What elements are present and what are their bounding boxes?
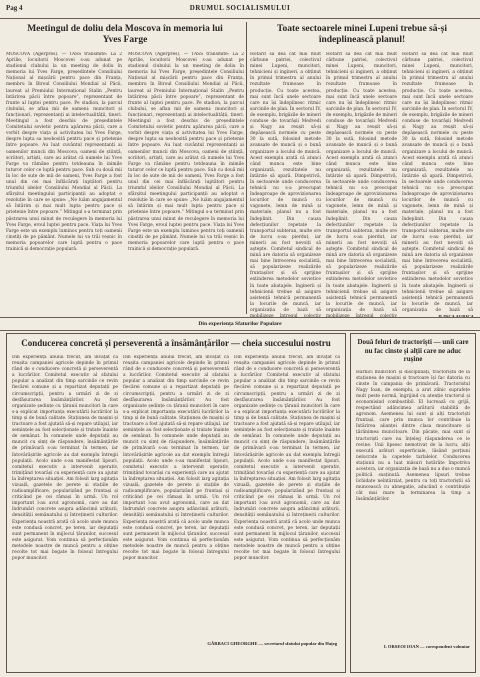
article-body-col2: Hotărît să dea cât mai mult cărbune patriei, colectivul minei Lupeni, muncitori, tehnicieni și ingineri, a obținut în primul trimestru al anului rezultate frumoase în producție. Cu toate acestea, mai sunt încă unele sectoare care nu își îndeplinesc ritmic sarcinile de plan. În sectorul IV, de exemplu, brigăzile de mineri conduse de tovarășii Medvedi și Nagy au reușit să-și depășească normele cu peste 30 la sută, folosind metode avansate de muncă și o bună organizare a locului de muncă. Acest exemplu arată că atunci când munca este bine organizată, rezultatele nu întârzie să apară. Dimpotrivă, în sectoarele unde conducerea tehnică nu s-a preocupat îndeaproape de aprovizionarea locurilor de muncă cu vagonete, lemn de mină și materiale, planul nu a fost îndeplinit. Din cauza defecțiunilor repetate la transportul subteran, multe ore de lucru s-au pierdut, iar minerii au fost nevoiți să aștepte. Comitetul sindical de mină are datoria să organizeze mai bine întrecerea socialistă, să popularizeze realizările fruntașilor și să sprijine extinderea metodelor sovietice în toate abatajele. Inginerii și tehnicienii trebue să asigure asistență tehnică permanentă la locurile de muncă, iar organizația de bază să mobilizeze întregul colectiv [326,52,397,320]
article-signature: I. ORSEOI IOAN — corespondent voluntar [383,643,470,649]
page-header [0,0,480,19]
article-body-col1: Hotărît să dea cât mai mult cărbune patriei, colectivul minei Lupeni, muncitori, tehnicieni și ingineri, a obținut în primul trimestru al anului rezultate frumoase în producție. Cu toate acestea, mai sunt încă unele sectoare care nu își îndeplinesc ritmic sarcinile de plan. În sectorul IV, de exemplu, brigăzile de mineri conduse de tovarășii Medvedi și Nagy au reușit să-și depășească normele cu peste 30 la sută, folosind metode avansate de muncă și o bună organizare a locului de muncă. Acest exemplu arată că atunci când munca este bine organizată, rezultatele nu întârzie să apară. Dimpotrivă, în sectoarele unde conducerea tehnică nu s-a preocupat îndeaproape de aprovizionarea locurilor de muncă cu vagonete, lemn de mină și materiale, planul nu a fost îndeplinit. Din cauza defecțiunilor repetate la transportul subteran, multe ore de lucru s-au pierdut, iar minerii au fost nevoiți să aștepte. Comitetul sindical de mină are datoria să organizeze mai bine întrecerea socialistă, să popularizeze realizările fruntașilor și să sprijine extinderea metodelor sovietice în toate abatajele. Inginerii și tehnicienii trebue să asigure asistență tehnică permanentă la locurile de muncă, iar organizația de bază să mobilizeze întregul colectiv [250,52,321,320]
masthead: DRUMUL SOCIALISMULUI [189,4,291,12]
article-body-col2: MOSCOVA (Agerpres). — TASS transmite: La 2 Aprilie, locuitorii Moscovei s-au adunat pe stadionul clubului la un meeting de doliu în memoria lui Yves Farge, președintele Consiliului Național al mișcării pentru pace din Franța, membru în Biroul Consiliului Mondial al Păcii, laureat al Premiului Internațional Stalin „Pentru întărirea păcii între popoare”, reprezentant de frunte al luptei pentru pace. Pe stadion, la parcul clubului, se aflau mii de oameni: muncitori și funcționari, reprezentanți ai intelectualității, tineri. Meetingul a fost deschis de președintele Comitetului sovietic pentru apărarea păcii, care a vorbit despre viața și activitatea lui Yves Farge, despre lupta sa neobosită pentru pace și prietenie între popoare. Au luat cuvântul reprezentanți ai oamenilor muncii din Moscova, oameni de știință, scriitori, artiști, care au arătat că numele lui Yves Farge va rămâne pentru totdeauna în inimile tuturor celor ce luptă pentru pace. Sub cu două mii în loc de sute de mii de oameni, Yves Farge a fost unul din cei mai înflăcărați luptători pentru triumful ideilor Consiliului Mondial al Păcii. La sfârșitul meetingului participanții au adoptat o rezoluție în care se spune: „Ne luăm angajamentul să întărim și mai mult lupta pentru pace și prietenie între popoare.” Mitingul s-a terminat prin păstrarea unui minut de reculegere în memoria lui Yves Farge, eroul luptei pentru pace. Viața lui Yves Farge este un exemplu luminos pentru toți oamenii cinstiți de pe pământ. Numele lui va trăi veșnic în memoria popoarelor care luptă pentru o pace trainică și democrație populară. [128,52,244,252]
article-body-col1: MOSCOVA (Agerpres). — TASS transmite: La 2 Aprilie, locuitorii Moscovei s-au adunat pe stadionul clubului la un meeting de doliu în memoria lui Yves Farge, președintele Consiliului Național al mișcării pentru pace din Franța, membru în Biroul Consiliului Mondial al Păcii, laureat al Premiului Internațional Stalin „Pentru întărirea păcii între popoare”, reprezentant de frunte al luptei pentru pace. Pe stadion, la parcul clubului, se aflau mii de oameni: muncitori și funcționari, reprezentanți ai intelectualității, tineri. Meetingul a fost deschis de președintele Comitetului sovietic pentru apărarea păcii, care a vorbit despre viața și activitatea lui Yves Farge, despre lupta sa neobosită pentru pace și prietenie între popoare. Au luat cuvântul reprezentanți ai oamenilor muncii din Moscova, oameni de știință, scriitori, artiști, care au arătat că numele lui Yves Farge va rămâne pentru totdeauna în inimile tuturor celor ce luptă pentru pace. Sub cu două mii în loc de sute de mii de oameni, Yves Farge a fost unul din cei mai înflăcărați luptători pentru triumful ideilor Consiliului Mondial al Păcii. La sfârșitul meetingului participanții au adoptat o rezoluție în care se spune: „Ne luăm angajamentul să întărim și mai mult lupta pentru pace și prietenie între popoare.” Mitingul s-a terminat prin păstrarea unui minut de reculegere în memoria lui Yves Farge, eroul luptei pentru pace. Viața lui Yves Farge este un exemplu luminos pentru toți oamenii cinstiți de pe pământ. Numele lui va trăi veșnic în memoria popoarelor care luptă pentru o pace trainică și democrație populară. [6,52,122,252]
article-title: Conducerea concretă și perseverentă a însămânțărilor — cheia succesului nostru [21,338,331,348]
article-tractoristi [350,333,476,673]
page-number: Pag 4 [6,4,23,12]
article-title: Toate sectoarele minei Lupeni trebue să-și îndeplinească planul! [276,24,448,45]
article-body-col3: Din experiența anului trecut, am învățat că reușita campaniei agricole depinde în primul rând de o conducere concretă și perseverentă a lucrărilor. Comitetul executiv al sfatului popular a analizat din timp sarcinile ce revin fiecărei comune și a repartizat deputații pe circumscripții, pentru a urmări zi de zi desfășurarea însămânțărilor. Au fost organizate ședințe cu țăranii muncitori în care s-a explicat importanța executării lucrărilor la timp și de bună calitate. Stațiunea de mașini și tractoare a fost ajutată să-și repare utilajul, iar semințele au fost selecționate și tratate înainte de semănat. În comunele unde deputații au muncit cu simț de răspundere, însămânțările de primăvară s-au terminat în termen, iar întovărășirile agricole au dat exemplu întregii populații. Acolo unde s-au manifestat lipsuri, comitetul executiv a intervenit operativ, trimițând tovarăși cu experiență care au ajutat la îndreptarea situației. Am folosit larg agitația vizuală, gazetele de perete și stațiile de radioamplificare, popularizând pe fruntași și criticând pe cei rămași în urmă. Un rol important l-au avut agronomii, care au dat îndrumări concrete asupra adâncimii arăturii, densității semănatului și întreținerii culturilor. Experiența noastră arată că acolo unde munca este condusă concret, pe teren, iar deputații sunt permanent în mijlocul țăranilor, succesul este asigurat. Vom continua să perfecționăm metodele noastre de muncă pentru a obține recolte tot mai bogate în folosul întregului popor muncitor. [234,355,340,562]
article-body-col3: Hotărît să dea cât mai mult cărbune patriei, colectivul minei Lupeni, muncitori, tehnicieni și ingineri, a obținut în primul trimestru al anului rezultate frumoase în producție. Cu toate acestea, mai sunt încă unele sectoare care nu își îndeplinesc ritmic sarcinile de plan. În sectorul IV, de exemplu, brigăzile de mineri conduse de tovarășii Medvedi și Nagy au reușit să-și depășească normele cu peste 30 la sută, folosind metode avansate de muncă și o bună organizare a locului de muncă. Acest exemplu arată că atunci când munca este bine organizată, rezultatele nu întârzie să apară. Dimpotrivă, în sectoarele unde conducerea tehnică nu s-a preocupat îndeaproape de aprovizionarea locurilor de muncă cu vagonete, lemn de mină și materiale, planul nu a fost îndeplinit. Din cauza defecțiunilor repetate la transportul subteran, multe ore de lucru s-au pierdut, iar minerii au fost nevoiți să aștepte. Comitetul sindical de mină are datoria să organizeze mai bine întrecerea socialistă, să popularizeze realizările fruntașilor și să sprijine extinderea metodelor sovietice în toate abatajele. Inginerii și tehnicienii trebue să asigure asistență tehnică permanentă la locurile de muncă, iar organizația de bază să [402,52,473,312]
article-insamantari [6,333,346,673]
article-title: Două feluri de tractoriști — unii care nu fac cinste și alții care ne aduc rușine [357,338,469,363]
section-banner: Din experiența Sfaturilor Populare [0,317,480,331]
article-body-col2: Din experiența anului trecut, am învățat că reușita campaniei agricole depinde în primul rând de o conducere concretă și perseverentă a lucrărilor. Comitetul executiv al sfatului popular a analizat din timp sarcinile ce revin fiecărei comune și a repartizat deputații pe circumscripții, pentru a urmări zi de zi desfășurarea însămânțărilor. Au fost organizate ședințe cu țăranii muncitori în care s-a explicat importanța executării lucrărilor la timp și de bună calitate. Stațiunea de mașini și tractoare a fost ajutată să-și repare utilajul, iar semințele au fost selecționate și tratate înainte de semănat. În comunele unde deputații au muncit cu simț de răspundere, însămânțările de primăvară s-au terminat în termen, iar întovărășirile agricole au dat exemplu întregii populații. Acolo unde s-au manifestat lipsuri, comitetul executiv a intervenit operativ, trimițând tovarăși cu experiență care au ajutat la îndreptarea situației. Am folosit larg agitația vizuală, gazetele de perete și stațiile de radioamplificare, popularizând pe fruntași și criticând pe cei rămași în urmă. Un rol important l-au avut agronomii, care au dat îndrumări concrete asupra adâncimii arăturii, densității semănatului și întreținerii culturilor. Experiența noastră arată că acolo unde munca este condusă concret, pe teren, iar deputații sunt permanent în mijlocul țăranilor, succesul este asigurat. Vom continua să perfecționăm metodele noastre de muncă pentru a obține recolte tot mai bogate în folosul întregului popor muncitor. [123,355,229,562]
article-signature: ILINCA AURICA [438,314,474,319]
column-divider [246,22,247,314]
article-title: Meetingul de doliu dela Moscova în memoria lui Yves Farge [27,24,223,45]
article-mina-lupeni [250,24,474,319]
article-body-col1: Din experiența anului trecut, am învățat că reușita campaniei agricole depinde în primul rând de o conducere concretă și perseverentă a lucrărilor. Comitetul executiv al sfatului popular a analizat din timp sarcinile ce revin fiecărei comune și a repartizat deputații pe circumscripții, pentru a urmări zi de zi desfășurarea însămânțărilor. Au fost organizate ședințe cu țăranii muncitori în care s-a explicat importanța executării lucrărilor la timp și de bună calitate. Stațiunea de mașini și tractoare a fost ajutată să-și repare utilajul, iar semințele au fost selecționate și tratate înainte de semănat. În comunele unde deputații au muncit cu simț de răspundere, însămânțările de primăvară s-au terminat în termen, iar întovărășirile agricole au dat exemplu întregii populații. Acolo unde s-au manifestat lipsuri, comitetul executiv a intervenit operativ, trimițând tovarăși cu experiență care au ajutat la îndreptarea situației. Am folosit larg agitația vizuală, gazetele de perete și stațiile de radioamplificare, popularizând pe fruntași și criticând pe cei rămași în urmă. Un rol important l-au avut agronomii, care au dat îndrumări concrete asupra adâncimii arăturii, densității semănatului și întreținerii culturilor. Experiența noastră arată că acolo unde munca este condusă concret, pe teren, iar deputații sunt permanent în mijlocul țăranilor, succesul este asigurat. Vom continua să perfecționăm metodele noastre de muncă pentru a obține recolte tot mai bogate în folosul întregului popor muncitor. [12,355,118,562]
article-signature: GÂRBACI GHEORGHE — secretarul sfatului popular din Hațeg [207,641,337,646]
article-yves-farge [6,24,244,316]
article-body: Harnici muncitori și disciplinați, tractoriștii de la stațiunea de mașini și tractoare își fac datoria cu cinste în campania de primăvară. Tractoristul Nagy Ioan, de exemplu, a arat zilnic suprafețe mult peste normă, îngrijind cu atenție tractorul și economisind combustibil. El lucrează cu grijă, respectând adâncimea arăturii stabilită de agronom. Asemenea lui sunt și alți tractoriști fruntași, care prin munca lor contribuie la întărirea alianței dintre clasa muncitoare și țărănimea muncitoare. Din păcate, mai sunt și tractoriști care nu înțeleg răspunderea ce le revine. Unii lipsesc nemotivat de la lucru, alții execută arături superficiale, lăsând porțiuni nelucrate la capetele tarlalelor. Conducerea stațiunii nu a luat măsuri hotărâte împotriva acestora, iar organizația de bază nu a dus o muncă politică susținută. Asemenea lipsuri trebue lichidate neîntârziat, pentru ca toți tractoriștii să muncească cu abnegație, aducând o contribuție cât mai mare la terminarea la timp a însămânțărilor. [356,369,470,503]
